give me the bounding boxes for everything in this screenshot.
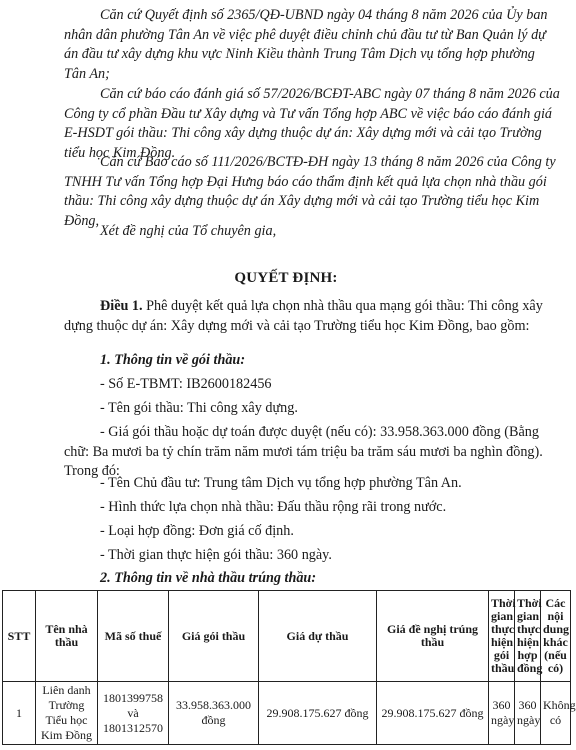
cell-tax-code bbox=[98, 682, 169, 745]
preamble-paragraph-3: Căn cứ Báo cáo số 111/2026/BCTĐ-ĐH ngày 13 tháng 8 năm 2026 của Công ty TNHH Tư vấn Tổng hợp Đại Hưng báo cáo thẩm định kết quả lựa chọn nhà thầu gói thầu: Thi công xây dựng thuộc dự án Xây dựng mới và cải tạo Trường tiểu học Kim Đồng, bbox=[64, 154, 556, 229]
package-info-item: - Loại hợp đồng: Đơn giá cố định. bbox=[100, 523, 294, 539]
column-header-package-price: Giá gói thầu bbox=[169, 591, 259, 682]
cell-package-price: 33.958.363.000 đồng bbox=[169, 682, 259, 745]
column-header-package-time: Thời gian thực hiện gói thầu bbox=[489, 591, 515, 682]
column-header-contractor-name: Tên nhà thầu bbox=[36, 591, 98, 682]
column-header-tax-code: Mã số thuế bbox=[98, 591, 169, 682]
decision-title: QUYẾT ĐỊNH: bbox=[234, 270, 338, 286]
article-1-label: Điều 1. bbox=[100, 298, 143, 314]
cell-stt: 1 bbox=[3, 682, 36, 745]
column-header-stt: STT bbox=[3, 591, 36, 682]
article-1 bbox=[64, 297, 560, 336]
package-info-item: - Thời gian thực hiện gói thầu: 360 ngày. bbox=[100, 547, 332, 563]
preamble-paragraph-4: Xét đề nghị của Tổ chuyên gia, bbox=[100, 223, 277, 239]
cell-bid-price: 29.908.175.627 đồng bbox=[259, 682, 377, 745]
tax-code-2: 1801312570 bbox=[103, 720, 163, 735]
table-header-row bbox=[3, 591, 571, 682]
preamble-paragraph-2: Căn cứ báo cáo đánh giá số 57/2026/BCĐT-ABC ngày 07 tháng 8 năm 2026 của Công ty cổ phần Đầu tư Xây dựng và Tư vấn Tổng hợp ABC về việc báo cáo đánh giá E-HSDT gói thầu: Thi công xây dựng thuộc dự án: Xây dựng mới và cải tạo Trường tiểu học Kim Đồng. bbox=[64, 86, 560, 161]
package-info-item: - Giá gói thầu hoặc dự toán được duyệt (nếu có): 33.958.363.000 đồng (Bằng chữ: Ba mươi ba tỷ chín trăm năm mươi tám triệu ba trăm sáu mươi ba nghìn đồng). Trong đó: bbox=[64, 424, 543, 479]
tax-code-conjunction: và bbox=[127, 705, 139, 720]
section-2-heading: 2. Thông tin về nhà thầu trúng thầu: bbox=[100, 570, 317, 586]
package-info-item: - Tên gói thầu: Thi công xây dựng. bbox=[100, 400, 298, 416]
package-info-item: - Hình thức lựa chọn nhà thầu: Đấu thầu rộng rãi trong nước. bbox=[100, 499, 447, 515]
section-1-heading: 1. Thông tin về gói thầu: bbox=[100, 352, 246, 368]
package-info-item: - Tên Chủ đầu tư: Trung tâm Dịch vụ tổng hợp phường Tân An. bbox=[100, 475, 462, 491]
package-info-item: - Số E-TBMT: IB2600182456 bbox=[100, 376, 272, 392]
preamble-paragraph-1: Căn cứ Quyết định số 2365/QĐ-UBND ngày 04 tháng 8 năm 2026 của Ủy ban nhân dân phường Tân An về việc phê duyệt điều chỉnh chủ đầu tư từ Ban Quản lý dự án đầu tư xây dựng khu vực Ninh Kiều thành Trung Tâm Dịch vụ tổng hợp phường Tân An; bbox=[64, 7, 548, 82]
cell-contract-time: 360 ngày bbox=[515, 682, 541, 745]
column-header-contract-time: Thời gian thực hiện hợp đồng bbox=[515, 591, 541, 682]
tax-code-1: 1801399758 bbox=[103, 690, 163, 705]
cell-other: Không có bbox=[541, 682, 571, 745]
column-header-bid-price: Giá dự thầu bbox=[259, 591, 377, 682]
cell-proposed-price: 29.908.175.627 đồng bbox=[377, 682, 489, 745]
cell-contractor-name: Liên danh Trường Tiểu học Kim Đồng bbox=[36, 682, 98, 745]
article-1-text: Phê duyệt kết quả lựa chọn nhà thầu qua mạng gói thầu: Thi công xây dựng thuộc dự án: Xây dựng mới và cải tạo Trường tiểu học Kim Đồng, bao gồm: bbox=[64, 298, 543, 334]
column-header-other: Các nội dung khác (nếu có) bbox=[541, 591, 571, 682]
cell-package-time: 360 ngày bbox=[489, 682, 515, 745]
winning-bidder-table bbox=[2, 590, 576, 745]
table-row bbox=[3, 682, 571, 745]
column-header-proposed-price: Giá đề nghị trúng thầu bbox=[377, 591, 489, 682]
